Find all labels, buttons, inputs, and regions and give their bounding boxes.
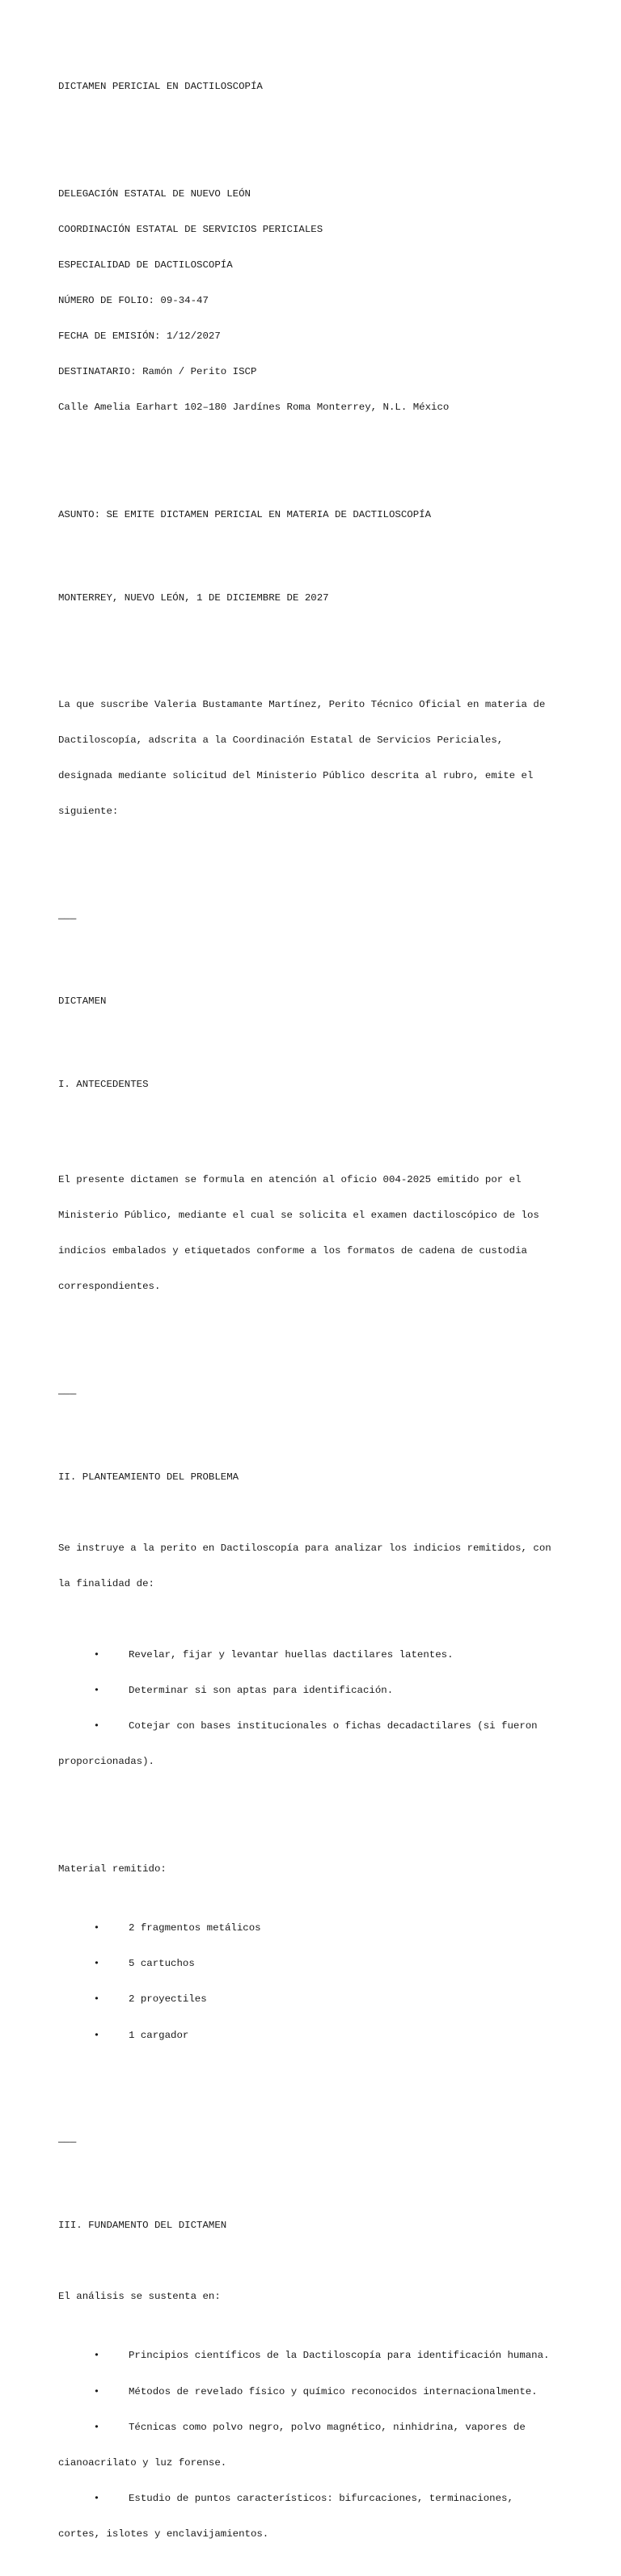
list-item: • Cotejar con bases institucionales o fichas decadactilares (si fueron: [58, 1720, 576, 1732]
bullet-icon: •: [93, 2385, 100, 2397]
header-line-destinatario: DESTINATARIO: Ramón / Perito ISCP: [58, 366, 257, 378]
place-date-line: MONTERREY, NUEVO LEÓN, 1 DE DICIEMBRE DE 2027: [58, 591, 329, 604]
header-line-fecha: FECHA DE EMISIÓN: 1/12/2027: [58, 330, 221, 343]
list-item: • Revelar, fijar y levantar huellas dactilares latentes.: [58, 1649, 576, 1661]
paragraph-line: la finalidad de:: [58, 1577, 154, 1589]
bullet-icon: •: [93, 1993, 100, 2006]
spacer: [58, 2089, 576, 2101]
list-item: • 2 fragmentos metálicos: [58, 1922, 576, 1934]
bullet-icon: •: [93, 1958, 100, 1970]
header-block: [58, 164, 576, 437]
spacer: [58, 865, 576, 878]
paragraph-line: Se instruye a la perito en Dactiloscopía para analizar los indicios remitidos, con: [58, 1542, 551, 1554]
spacer: [58, 117, 576, 129]
separator: ———: [58, 912, 77, 924]
asunto-line: ASUNTO: SE EMITE DICTAMEN PERICIAL EN MATERIA DE DACTILOSCOPÍA: [58, 508, 432, 520]
list-item: • Estudio de puntos característicos: bifurcaciones, terminaciones,: [58, 2493, 576, 2505]
bullet-icon: •: [93, 1685, 100, 1697]
bullet-icon: •: [93, 1649, 100, 1661]
paragraph-line: El análisis se sustenta en:: [58, 2290, 221, 2302]
material-list: [58, 1899, 576, 2065]
fundamento-list: [58, 2326, 576, 2564]
list-item: • Técnicas como polvo negro, polvo magnético, ninhidrina, vapores de: [58, 2422, 576, 2434]
list-item-continuation: cianoacrilato y luz forense.: [58, 2456, 227, 2469]
intro-line: Dactiloscopía, adscrita a la Coordinación Estatal de Servicios Periciales,: [58, 734, 504, 747]
bullet-icon: •: [93, 2421, 100, 2433]
bullet-icon: •: [93, 1720, 100, 1732]
bullet-icon: •: [93, 2492, 100, 2504]
bullet-icon: •: [93, 1922, 100, 1934]
list-item: • Principios científicos de la Dactiloscopía para identificación humana.: [58, 2350, 576, 2362]
separator: ———: [58, 2136, 77, 2148]
spacer: [58, 461, 576, 474]
spacer: [58, 2255, 576, 2267]
list-item: • 2 proyectiles: [58, 1993, 576, 2006]
spacer: [58, 1032, 576, 1044]
intro-paragraph: [58, 676, 576, 842]
list-item-continuation: cortes, islotes y enclavijamientos.: [58, 2528, 269, 2540]
intro-line: siguiente:: [58, 806, 119, 818]
spacer: [58, 1424, 576, 1436]
spacer: [58, 628, 576, 640]
header-line-coordinacion: COORDINACIÓN ESTATAL DE SERVICIOS PERICIALES: [58, 223, 323, 235]
list-item-continuation: proporcionadas).: [58, 1756, 154, 1768]
list-item: • Métodos de revelado físico y químico reconocidos internacionalmente.: [58, 2386, 576, 2398]
paragraph-line: El presente dictamen se formula en atención al oficio 004-2025 emitido por el: [58, 1173, 522, 1185]
header-line-direccion: Calle Amelia Earhart 102–180 Jardínes Roma Monterrey, N.L. México: [58, 402, 450, 414]
section-heading-antecedentes: I. ANTECEDENTES: [58, 1079, 149, 1091]
paragraph-line: correspondientes.: [58, 1281, 161, 1293]
paragraph-line: Ministerio Público, mediante el cual se solicita el examen dactiloscópico de los: [58, 1210, 539, 1222]
antecedentes-paragraph: [58, 1151, 576, 1317]
bullet-icon: •: [93, 2350, 100, 2362]
list-item: • 1 cargador: [58, 2030, 576, 2042]
header-line-delegacion: DELEGACIÓN ESTATAL DE NUEVO LEÓN: [58, 187, 251, 200]
spacer: [58, 1114, 576, 1126]
spacer: [58, 1816, 576, 1828]
separator: ———: [58, 1387, 77, 1400]
spacer: [58, 1507, 576, 1519]
section-heading-fundamento: III. FUNDAMENTO DEL DICTAMEN: [58, 2219, 227, 2231]
header-line-especialidad: ESPECIALIDAD DE DACTILOSCOPÍA: [58, 259, 233, 271]
section-heading-planteamiento: II. PLANTEAMIENTO DEL PROBLEMA: [58, 1471, 239, 1483]
document-page: [58, 57, 576, 2576]
intro-line: La que suscribe Valeria Bustamante Martínez, Perito Técnico Oficial en materia de: [58, 698, 546, 710]
header-line-folio: NÚMERO DE FOLIO: 09-34-47: [58, 295, 209, 307]
paragraph-line: indicios embalados y etiquetados conforme a los formatos de cadena de custodia: [58, 1245, 527, 1257]
dictamen-heading: DICTAMEN: [58, 995, 107, 1008]
material-label: Material remitido:: [58, 1863, 167, 1875]
list-item: • Determinar si son aptas para identificación.: [58, 1685, 576, 1697]
spacer: [58, 949, 576, 961]
intro-line: designada mediante solicitud del Ministerio Público descrita al rubro, emite el: [58, 770, 534, 782]
bullet-icon: •: [93, 2029, 100, 2041]
spacer: [58, 1341, 576, 1353]
document-title: DICTAMEN PERICIAL EN DACTILOSCOPÍA: [58, 81, 263, 93]
planteamiento-list: [58, 1626, 576, 1792]
spacer: [58, 2172, 576, 2184]
list-item: • 5 cartuchos: [58, 1958, 576, 1970]
spacer: [58, 545, 576, 557]
